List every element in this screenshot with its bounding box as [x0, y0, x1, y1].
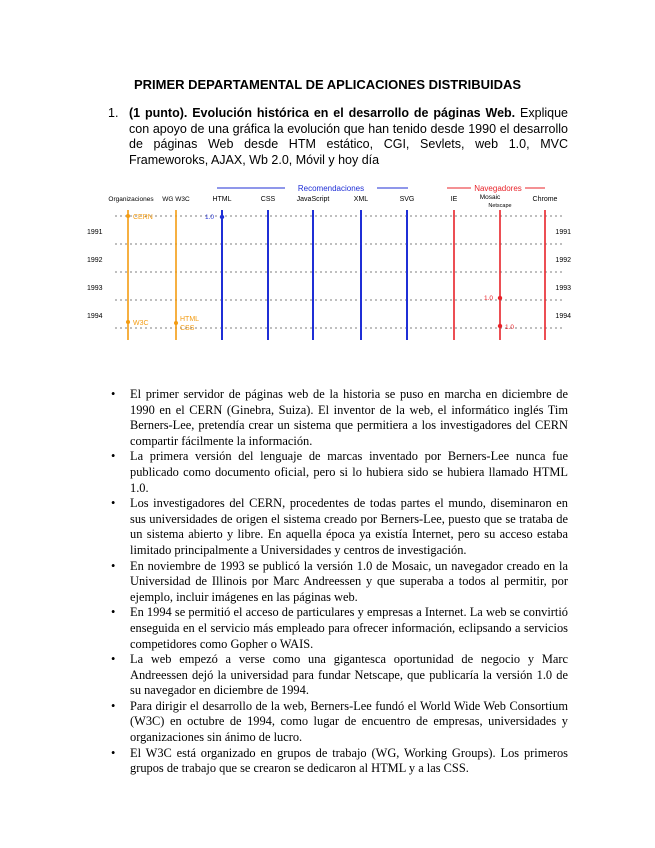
html-css-wg-marker — [174, 321, 178, 325]
mosaic-1-label: 1.0 — [484, 295, 494, 302]
question-bold-lead: (1 punto). Evolución histórica en el desarrollo de páginas Web. — [129, 106, 516, 120]
page-title: PRIMER DEPARTAMENTAL DE APLICACIONES DISTRIBUIDAS — [133, 77, 522, 92]
list-item: • La web empezó a verse como una gigantesca oportunidad de negocio y Marc Andreessen dejó la universidad para fundar Netscape, que publicaría la versión 1.0 de su navegador en diciembre de 1994. — [111, 652, 568, 698]
list-item: • El primer servidor de páginas web de la historia se puso en marcha en diciembre de 1990 en el CERN (Ginebra, Suiza). El inventor de la web, el informático inglés Tim Berners-Lee, pretendía crear un sistema que permitiera a los investigadores del CERN compartir fácilmente la información. — [111, 387, 568, 448]
col-header-mosaic: Mosaic — [479, 194, 501, 201]
col-header-xml: XML — [353, 196, 369, 203]
col-header-chrome: Chrome — [532, 196, 558, 203]
year-left-1991: 1991 — [87, 229, 103, 236]
bullet-icon: • — [111, 449, 116, 464]
question-text — [129, 106, 568, 168]
col-header-wg-w3c: WG W3C — [162, 196, 190, 203]
col-header-css: CSS — [260, 196, 276, 203]
cern-marker — [126, 214, 130, 218]
html-wg-label: HTML — [180, 316, 200, 323]
question-1 — [108, 106, 568, 168]
recomendaciones-label: Recomendaciones — [297, 184, 365, 193]
w3c-marker — [126, 320, 130, 324]
bullet-icon: • — [111, 496, 116, 511]
year-left-1994: 1994 — [87, 313, 103, 320]
html-1-marker — [220, 215, 224, 219]
web-history-timeline — [85, 178, 573, 343]
bullet-icon: • — [111, 698, 116, 713]
list-item: • En noviembre de 1993 se publicó la versión 1.0 de Mosaic, un navegador creado en la Universidad de Illinois por Marc Andreessen y que superaba a todos al permitir, por ejemplo, incluir imágenes en las páginas web. — [111, 558, 568, 604]
col-header-organizaciones: Organizaciones — [108, 196, 154, 203]
netscape-1-marker — [498, 324, 502, 328]
question-body: Explique con apoyo de una gráfica la evolución que han tenido desde 1990 el desarrollo de páginas Web desde HTM estático, CGI, Sevlets, web 1.0, MVC Frameworoks, AJAX, Wb 2.0, Móvil y hoy día — [129, 106, 568, 167]
navegadores-label: Navegadores — [474, 184, 522, 193]
col-header-html: HTML — [212, 196, 232, 203]
bullet-icon: • — [111, 387, 116, 401]
html-1-label: 1.0 — [205, 214, 215, 221]
bullet-icon: • — [111, 652, 116, 667]
year-left-1992: 1992 — [87, 257, 103, 264]
list-item: • En 1994 se permitió el acceso de particulares y empresas a Internet. La web se convirtió enseguida en el servicio más empleado para ofrecer información, eclipsando a servicios competidores como Gopher o WAIS. — [111, 605, 568, 651]
year-left-1993: 1993 — [87, 285, 103, 292]
col-header-svg: SVG — [399, 196, 415, 203]
year-gridlines — [115, 216, 563, 328]
year-right-1991: 1991 — [555, 229, 571, 236]
year-right-1992: 1992 — [555, 257, 571, 264]
year-right-1993: 1993 — [555, 285, 571, 292]
list-item: • El W3C está organizado en grupos de trabajo (WG, Working Groups). Los primeros grupos de trabajo que se crearon se dedicaron al HTML y a las CSS. — [111, 745, 568, 776]
col-header-netscape: Netscape — [488, 203, 512, 209]
w3c-label: W3C — [133, 320, 149, 327]
list-item: • Los investigadores del CERN, procedentes de todas partes el mundo, diseminaron en sus universidades de origen el sistema creado por Berners-Lee, puesto que se trataba de un sistema abierto y libre. En aquella época ya existía Internet, pero su acceso estaba limitado principalmente a Universidades y centros de investigación. — [111, 496, 568, 557]
col-header-ie: IE — [450, 196, 458, 203]
mosaic-1-marker — [498, 296, 502, 300]
history-bullet-list — [111, 387, 568, 777]
col-header-javascript: JavaScript — [296, 196, 330, 203]
question-number: 1. — [108, 106, 119, 120]
list-item: • Para dirigir el desarrollo de la web, Berners-Lee fundó el World Wide Web Consortium (W3C) en octubre de 1994, como lugar de encuentro de empresas, universidades y organizaciones sin ánimo de lucro. — [111, 698, 568, 745]
bullet-icon: • — [111, 745, 116, 760]
cern-label: CERN — [133, 214, 153, 221]
bullet-icon: • — [111, 558, 116, 573]
list-item: • La primera versión del lenguaje de marcas inventado por Berners-Lee nunca fue publicado como documento oficial, pero si lo hubiera sido se hubiera llamado HTML 1.0. — [111, 449, 568, 495]
bullet-icon: • — [111, 605, 116, 620]
year-right-1994: 1994 — [555, 313, 571, 320]
netscape-1-label: 1.0 — [505, 324, 515, 331]
css-wg-label: CSS — [180, 325, 195, 332]
